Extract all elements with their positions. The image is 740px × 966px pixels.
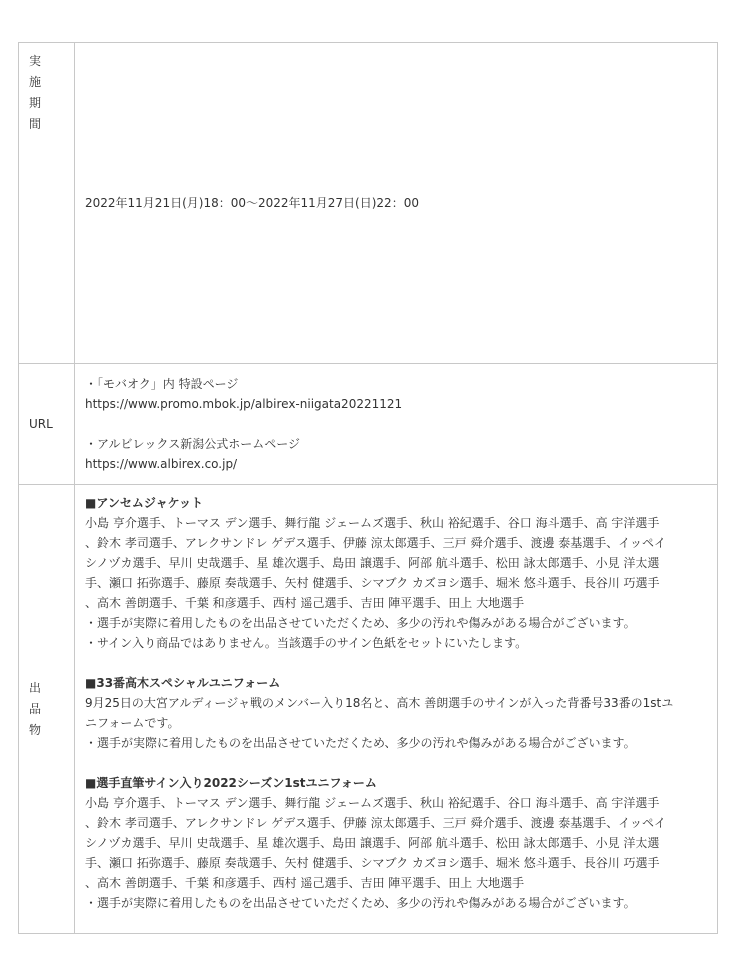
- player-list-line: シノヅカ選手、早川 史哉選手、星 雄次選手、島田 譲選手、阿部 航斗選手、松田 詠太郎選手、小見 洋太選: [85, 556, 660, 570]
- player-list-line: シノヅカ選手、早川 史哉選手、星 雄次選手、島田 譲選手、阿部 航斗選手、松田 詠太郎選手、小見 洋太選: [85, 836, 660, 850]
- url-row: [19, 364, 718, 485]
- items-label: [19, 485, 75, 934]
- url-item-title: ・「モバオク」内 特設ページ: [85, 377, 239, 391]
- player-list-line: 小島 亨介選手、トーマス デン選手、舞行龍 ジェームズ選手、秋山 裕紀選手、谷口 海斗選手、高 宇洋選手: [85, 516, 660, 530]
- player-list-line: 手、瀬口 拓弥選手、藤原 奏哉選手、矢村 健選手、シマブク カズヨシ選手、堀米 悠斗選手、長谷川 巧選手: [85, 856, 660, 870]
- url-label: [19, 364, 75, 485]
- items-label-char: 出: [29, 680, 42, 695]
- player-list-line: 、鈴木 孝司選手、アレクサンドレ ゲデス選手、伊藤 涼太郎選手、三戸 舜介選手、渡邊 泰基選手、イッペイ: [85, 816, 667, 830]
- section-heading: ■選手直筆サイン入り2022シーズン1stユニフォーム: [85, 776, 377, 790]
- items-label-char: 物: [29, 722, 42, 737]
- player-list-line: 小島 亨介選手、トーマス デン選手、舞行龍 ジェームズ選手、秋山 裕紀選手、谷口 海斗選手、高 宇洋選手: [85, 796, 660, 810]
- note-text: ・サイン入り商品ではありません。当該選手のサイン色紙をセットにいたします。: [85, 636, 528, 650]
- info-table: [18, 42, 718, 934]
- url-content: [75, 364, 718, 485]
- note-text: ・選手が実際に着用したものを出品させていただくため、多少の汚れや傷みがある場合がございます。: [85, 736, 636, 750]
- player-list-line: 手、瀬口 拓弥選手、藤原 奏哉選手、矢村 健選手、シマブク カズヨシ選手、堀米 悠斗選手、長谷川 巧選手: [85, 576, 660, 590]
- player-list-line: 、高木 善朗選手、千葉 和彦選手、西村 遥己選手、吉田 陣平選手、田上 大地選手: [85, 876, 525, 890]
- items-row: [19, 485, 718, 934]
- items-label-char: 品: [29, 701, 42, 716]
- player-list-line: 、高木 善朗選手、千葉 和彦選手、西村 遥己選手、吉田 陣平選手、田上 大地選手: [85, 596, 525, 610]
- player-list-line: 、鈴木 孝司選手、アレクサンドレ ゲデス選手、伊藤 涼太郎選手、三戸 舜介選手、渡邊 泰基選手、イッペイ: [85, 536, 667, 550]
- period-label: [19, 43, 75, 364]
- period-label-char: 間: [29, 117, 42, 131]
- url-label-text: URL: [29, 417, 53, 431]
- section-heading: ■33番高木スペシャルユニフォーム: [85, 676, 281, 690]
- items-content: [75, 485, 718, 934]
- note-text: ・選手が実際に着用したものを出品させていただくため、多少の汚れや傷みがある場合がございます。: [85, 616, 636, 630]
- description-line: ニフォームです。: [85, 716, 180, 730]
- spacer: [85, 414, 717, 434]
- note-text: ・選手が実際に着用したものを出品させていただくため、多少の汚れや傷みがある場合がございます。: [85, 896, 636, 910]
- description-line: 9月25日の大宮アルディージャ戦のメンバー入り18名と、高木 善朗選手のサインが入った背番号33番の1stユ: [85, 696, 674, 710]
- period-label-char: 期: [29, 96, 42, 110]
- period-content: [75, 43, 718, 364]
- period-label-char: 実: [29, 54, 42, 68]
- url-link-mobaoku[interactable]: https://www.promo.mbok.jp/albirex-niigata20221121: [85, 397, 403, 411]
- spacer: [85, 653, 717, 673]
- period-row: [19, 43, 718, 364]
- spacer: [85, 753, 717, 773]
- url-link-albirex[interactable]: https://www.albirex.co.jp/: [85, 457, 238, 471]
- url-item-title: ・アルビレックス新潟公式ホームページ: [85, 437, 301, 451]
- section-heading: ■アンセムジャケット: [85, 496, 204, 510]
- period-label-char: 施: [29, 75, 42, 89]
- period-value: 2022年11月21日(月)18：00～2022年11月27日(日)22：00: [85, 196, 419, 210]
